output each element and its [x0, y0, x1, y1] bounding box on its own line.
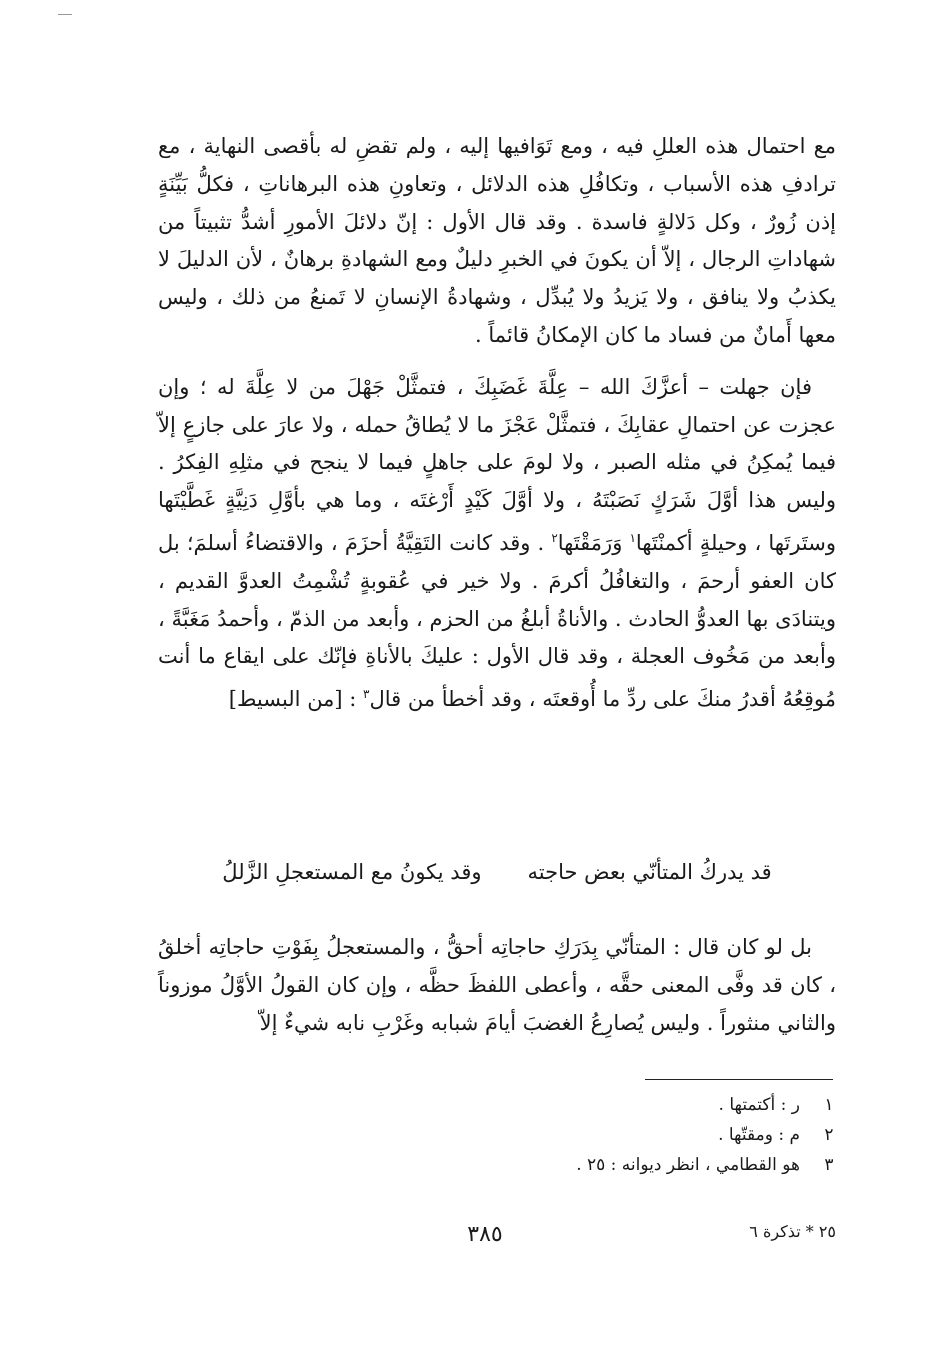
- paragraph-1: مع احتمال هذه العللِ فيه ، ومع تَوَافيها إليه ، ولم تقضِ له بأقصى النهاية ، مع ترادفِ هذه الأسباب ، وتكافُلِ هذه الدلائل ، وتعاونِ هذه البرهاناتِ ، فكلُّ بَيِّنَةٍ إذن زُورٌ ، وكل دَلالةٍ فاسدة . وقد قال الأول : إنّ دلائلَ الأمورِ أشدُّ تثبيتاً من شهاداتِ الرجال ، إلاّ أن يكونَ في الخبرِ دليلٌ ومع الشهادةِ برهانٌ ، لأن الدليلَ لا يكذبُ ولا ينافق ، ولا يَزيدُ ولا يُبدِّل ، وشهادةُ الإنسانِ لا تَمنعُ من ذلك ، وليس معها أَمانٌ من فساد ما كان الإمكانُ قائماً .: [158, 134, 836, 347]
- verse-second-hemistich: وقد يكونُ مع المستعجلِ الزَّللُ: [222, 860, 482, 884]
- footnote-marker-1: ١: [629, 530, 636, 545]
- paragraph-3: بل لو كان قال : المتأنّي بِدَرَكِ حاجاتِه أحقُّ ، والمستعجلُ بِفَوْتِ حاجاتِه أخلقُ ، كان قد وفَّى المعنى حقَّه ، وأعطى اللفظَ حظَّه ، وإن كان القولُ الأوَّلُ موزوناً والثاني منثوراً . وليس يُصارِعُ الغضبَ أيامَ شبابه وغَرْبِ نابه شيءٌ إلاّ: [158, 935, 836, 1035]
- footnote-number: ٣: [824, 1155, 834, 1175]
- footnote-text: هو القطامي ، انظر ديوانه : ٢٥ .: [576, 1155, 800, 1175]
- footnote-marker-3: ٣: [363, 687, 370, 702]
- footnote-marker-2: ٢: [551, 530, 558, 545]
- meter-label: : [من البسيط]: [228, 687, 364, 712]
- footnotes: [420, 1090, 836, 1180]
- footnote-3: [420, 1150, 836, 1180]
- paragraph-2-part-a: فإن جهلت – أعزَّكَ الله – عِلَّةَ غَضَبِكَ ، فتمثَّلْ جَهْلَ من لا عِلَّةَ له ؛ وإن عجزت عن احتمالِ عقابِكَ ، فتمثَّلْ عَجْزَ ما لا يُطاقُ حمله ، ولا عارَ على جازعٍ إلاّ فيما يُمكِنُ في مثله الصبر ، ولا لومَ على جاهلٍ فيما لا ينجح في مثلِهِ الفِكرُ . وليس هذا أوَّلَ شَرَكٍ نَصَبْتَهُ ، ولا أوَّلَ كَيْدٍ أَرْغتَه ، وما هي بأوَّلِ دَنِيَّةٍ غَطَّيْتَها وستَرتَها ، وحيلةٍ أكمنْتَها: [158, 374, 836, 555]
- footnote-number: ١: [824, 1095, 834, 1115]
- printer-signature: ٢٥ * تذكرة ٦: [749, 1222, 836, 1241]
- paragraph-2-part-b: وَرَمَقْتَها: [557, 530, 630, 555]
- paragraph-2: [158, 369, 836, 719]
- footnote-1: [420, 1090, 836, 1120]
- poetry-verse: [158, 852, 836, 892]
- footnote-2: [420, 1120, 836, 1150]
- footnote-text: ر : أكتمتها .: [718, 1095, 800, 1115]
- paragraph-2-part-c: . وقد كانت التَقِيَّةُ أحزَمَ ، والاقتضاءُ أسلمَ؛ بل كان العفو أرحمَ ، والتغافُلُ أكرمَ . ولا خير في عُقوبةٍ تُشْمِتُ العدوَّ القديم ، ويتنادَى بها العدوُّ الحادث . والأناةُ أبلغُ من الحزم ، وأبعد من الذمّ ، وأحمدُ مَغَبَّةً ، وأبعد من مَخُوف العجلة ، وقد قال الأول : عليكَ بالأناةِ فإنّك على ايقاع ما أنت مُوقِعُهُ أقدرُ منكَ على ردِّ ما أُوقعتَه ، وقد أخطأ من قال: [158, 530, 836, 712]
- footnote-number: ٢: [824, 1125, 834, 1145]
- main-text-block: [158, 128, 836, 719]
- verse-first-hemistich: قد يدركُ المتأنّي بعض حاجته: [527, 860, 772, 884]
- footnote-separator: [645, 1079, 833, 1080]
- corner-mark: [58, 14, 72, 15]
- page-number: ٣٨٥: [467, 1222, 503, 1247]
- footnote-text: م : ومقتّها .: [718, 1125, 800, 1145]
